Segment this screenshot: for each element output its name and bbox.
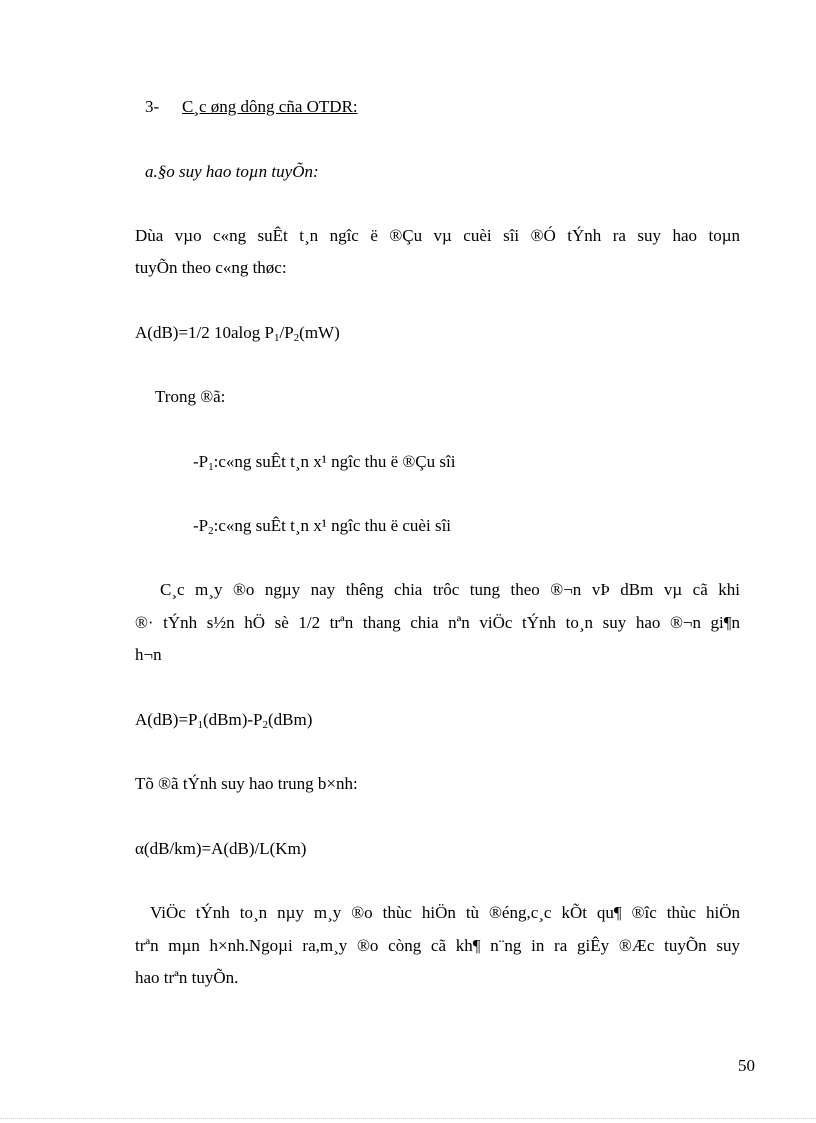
page-number: 50: [738, 1056, 755, 1075]
formula-part: A(dB)=1/2 10alog P: [135, 323, 274, 342]
formula-part: /P: [279, 323, 294, 342]
definition-symbol: -P: [193, 516, 209, 535]
formula-subscript: 1: [197, 719, 203, 731]
formula-part: (mW): [299, 323, 340, 342]
definition-text: :c«ng suÊt t¸n x¹ ngîc thu ë ®Çu sîi: [213, 452, 456, 471]
where-label: Trong ®ã:: [155, 387, 226, 406]
paragraph-line: ®· tÝnh s½n hÖ sè 1/2 trªn thang chia nªn viÖc tÝnh to¸n suy hao ®¬n gi¶n: [135, 613, 740, 632]
formula-subscript: 1: [273, 332, 280, 344]
formula-dbm-loss: [135, 709, 312, 736]
section-title: C¸c øng dông cña OTDR:: [182, 97, 358, 116]
page-bottom-divider: [0, 1118, 816, 1119]
formula-average-loss: α(dB/km)=A(dB)/L(Km): [135, 839, 307, 858]
paragraph-line: trªn mµn h×nh.Ngoµi ra,m¸y ®o còng cã kh¶ n¨ng in ra giÊy ®Æc tuyÕn suy: [135, 936, 740, 955]
formula-part: (dBm)-P: [202, 710, 263, 729]
definition-subscript: 1: [208, 461, 214, 473]
paragraph-line: Tõ ®ã tÝnh suy hao trung b×nh:: [135, 774, 358, 793]
paragraph-line: C¸c m¸y ®o ngµy nay thêng chia trôc tung theo ®¬n vÞ dBm vµ cã khi: [160, 580, 740, 599]
formula-part: (dBm): [267, 710, 313, 729]
paragraph-line: hao trªn tuyÕn.: [135, 968, 239, 987]
definition-text: :c«ng suÊt t¸n x¹ ngîc thu ë cuèi sîi: [213, 516, 452, 535]
definition-symbol: -P: [193, 452, 209, 471]
definition-p2: [193, 515, 451, 542]
formula-part: A(dB)=P: [135, 710, 198, 729]
subheading: a.§o suy hao toµn tuyÕn:: [145, 162, 319, 181]
paragraph-line: tuyÕn theo c«ng thøc:: [135, 258, 287, 277]
formula-subscript: 2: [293, 332, 300, 344]
section-number: 3-: [145, 97, 160, 116]
paragraph-line: Dùa vµo c«ng suÊt t¸n ngîc ë ®Çu vµ cuèi sîi ®Ó tÝnh ra suy hao toµn: [135, 226, 740, 245]
definition-subscript: 2: [208, 525, 214, 537]
formula-total-loss: [135, 322, 340, 349]
definition-p1: [193, 451, 455, 478]
paragraph-line: h¬n: [135, 645, 162, 664]
paragraph-line: ViÖc tÝnh to¸n nµy m¸y ®o thùc hiÖn tù ®éng,c¸c kÕt qu¶ ®îc thùc hiÖn: [150, 903, 740, 922]
formula-subscript: 2: [262, 719, 268, 731]
